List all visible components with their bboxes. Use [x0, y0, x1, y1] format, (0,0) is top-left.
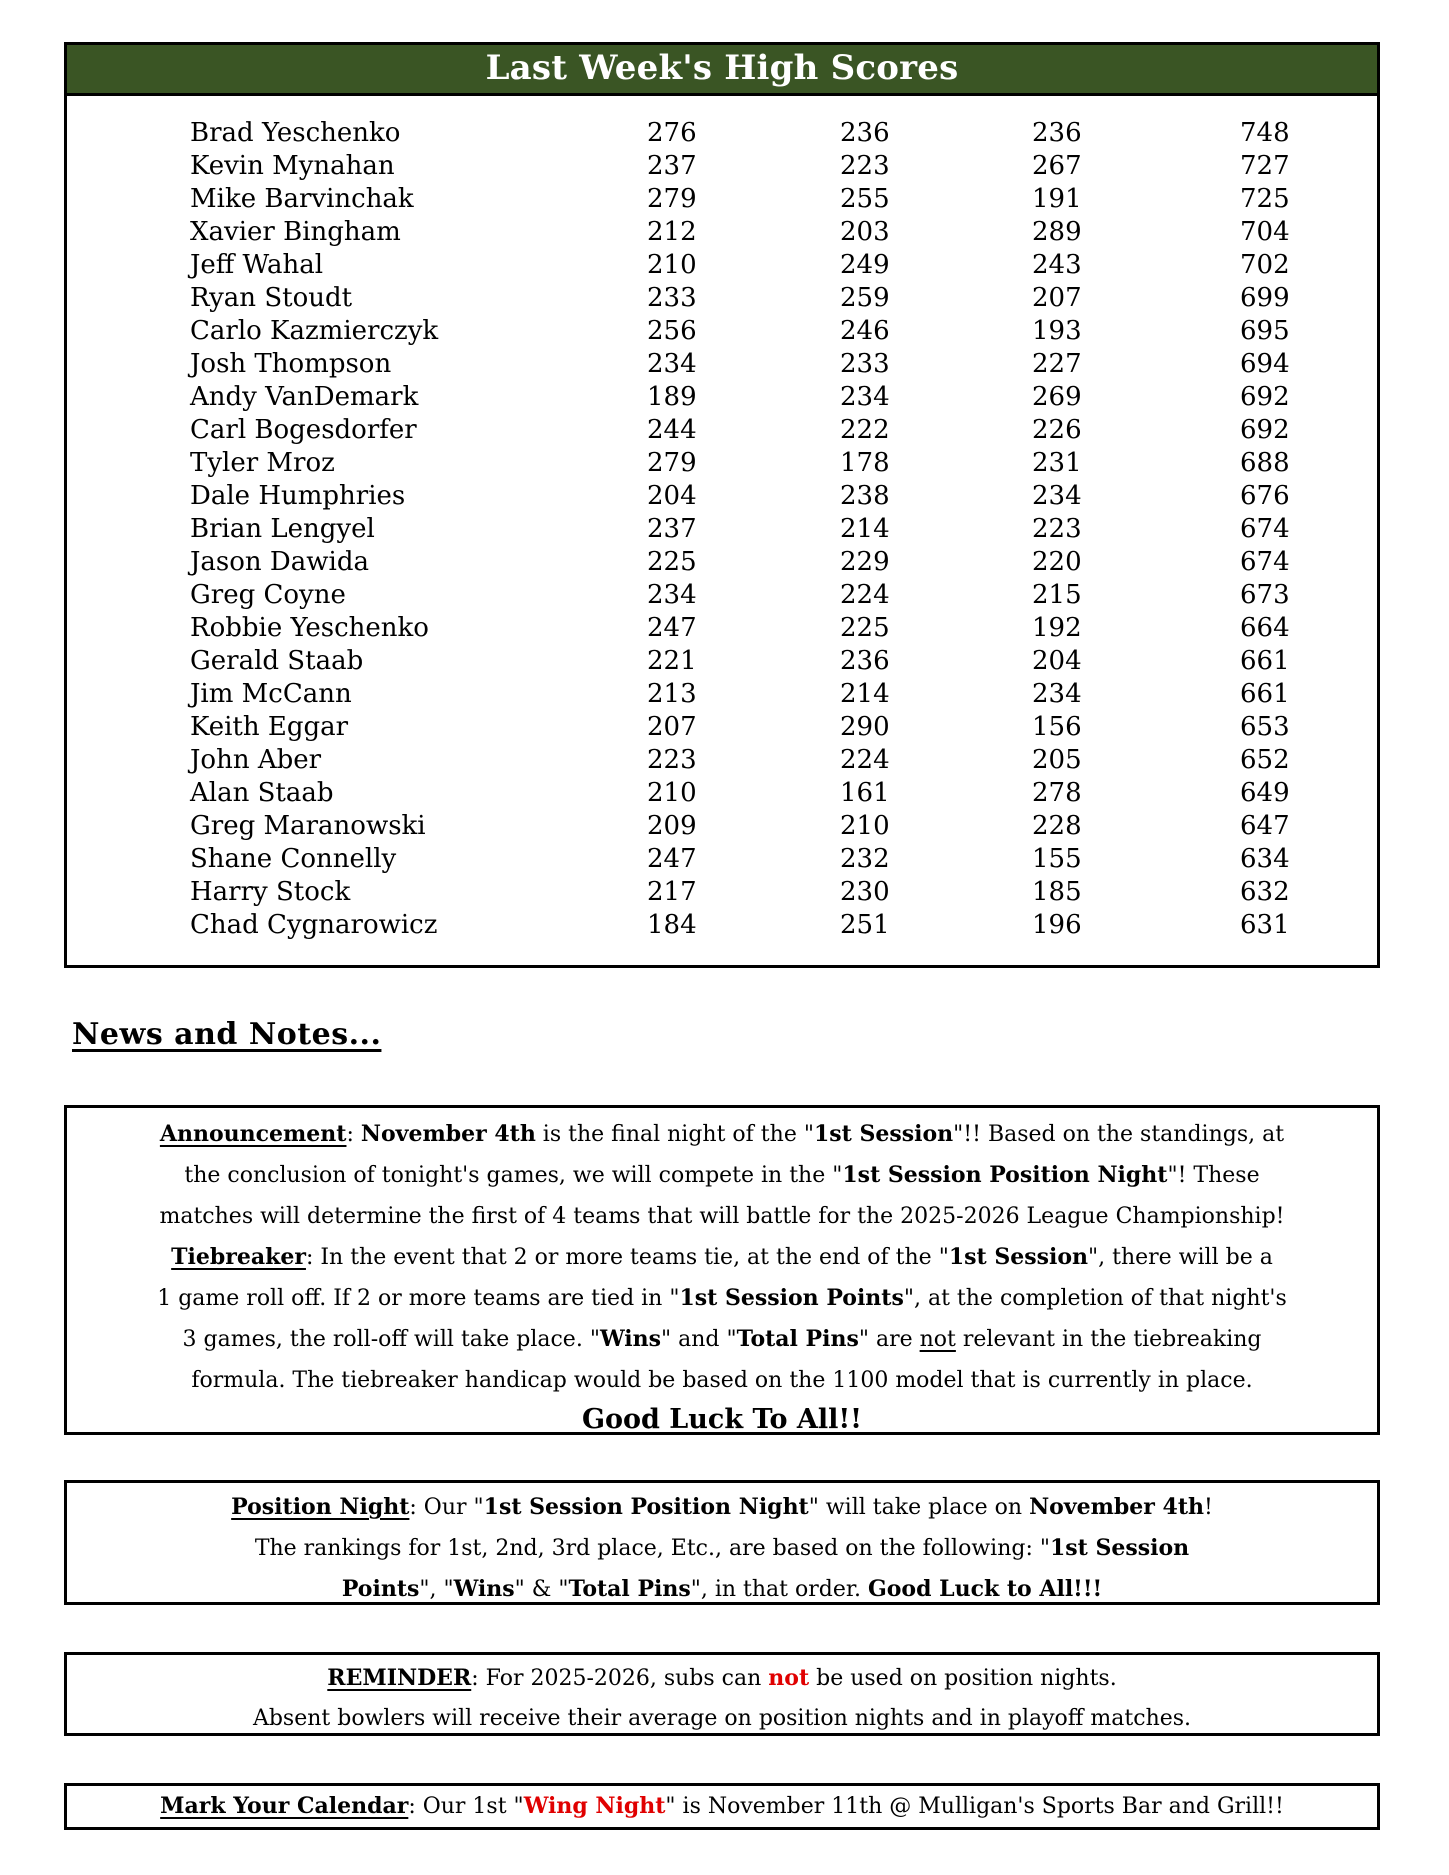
text-bold: 1st Session	[948, 1244, 1089, 1270]
series-total: 652	[1240, 745, 1290, 775]
game-3-score: 196	[1032, 910, 1082, 940]
game-2-score: 214	[840, 514, 890, 544]
series-total: 674	[1240, 514, 1290, 544]
game-1-score: 247	[647, 613, 697, 643]
score-row	[67, 183, 1377, 216]
text-bold: November 4th	[1029, 1494, 1204, 1520]
series-total: 699	[1240, 283, 1290, 313]
text-bold: Total Pins	[568, 1576, 691, 1602]
news-heading: News and Notes...	[72, 1017, 382, 1052]
game-3-score: 205	[1032, 745, 1082, 775]
series-total: 695	[1240, 316, 1290, 346]
calendar-box	[64, 1783, 1380, 1830]
game-1-score: 279	[647, 184, 697, 214]
bowler-name: Mike Barvinchak	[190, 184, 414, 214]
game-2-score: 203	[840, 217, 890, 247]
game-1-score: 184	[647, 910, 697, 940]
text-bold: 1st Session Position Night	[842, 1162, 1168, 1188]
game-1-score: 212	[647, 217, 697, 247]
text: The rankings for 1st, 2nd, 3rd place, Etc., are based on the following: "	[254, 1536, 1050, 1561]
bowler-name: Gerald Staab	[190, 646, 364, 676]
series-total: 664	[1240, 613, 1290, 643]
text: " & "	[514, 1577, 569, 1602]
game-1-score: 210	[647, 778, 697, 808]
score-row	[67, 249, 1377, 282]
bowler-name: Carlo Kazmierczyk	[190, 316, 439, 346]
bowler-name: Keith Eggar	[190, 712, 349, 742]
game-3-score: 243	[1032, 250, 1082, 280]
text-bold: Wins	[453, 1576, 515, 1602]
game-3-score: 267	[1032, 151, 1082, 181]
game-2-score: 229	[840, 547, 890, 577]
game-3-score: 236	[1032, 118, 1082, 148]
game-3-score: 207	[1032, 283, 1082, 313]
series-total: 631	[1240, 910, 1290, 940]
text: !	[1204, 1495, 1213, 1520]
game-1-score: 234	[647, 580, 697, 610]
game-1-score: 223	[647, 745, 697, 775]
series-total: 694	[1240, 349, 1290, 379]
reminder-line-1	[67, 1658, 1377, 1699]
series-total: 676	[1240, 481, 1290, 511]
bowler-name: Brian Lengyel	[190, 514, 375, 544]
game-3-score: 227	[1032, 349, 1082, 379]
text: be used on position nights.	[809, 1666, 1117, 1691]
game-2-score: 161	[840, 778, 890, 808]
series-total: 727	[1240, 151, 1290, 181]
announcement-label: Announcement	[159, 1121, 347, 1147]
game-2-score: 290	[840, 712, 890, 742]
text-bold: Total Pins	[736, 1326, 859, 1352]
text: "!! Based on the standings, at	[953, 1122, 1285, 1147]
score-row	[67, 315, 1377, 348]
game-1-score: 237	[647, 151, 697, 181]
game-3-score: 220	[1032, 547, 1082, 577]
series-total: 649	[1240, 778, 1290, 808]
game-1-score: 244	[647, 415, 697, 445]
text: ", at the completion of that night's	[903, 1286, 1287, 1311]
game-2-score: 178	[840, 448, 890, 478]
score-row	[67, 513, 1377, 546]
score-row	[67, 447, 1377, 480]
game-2-score: 234	[840, 382, 890, 412]
game-2-score: 225	[840, 613, 890, 643]
score-row	[67, 216, 1377, 249]
series-total: 653	[1240, 712, 1290, 742]
bowler-name: Josh Thompson	[190, 349, 392, 379]
bowler-name: Robbie Yeschenko	[190, 613, 429, 643]
game-1-score: 209	[647, 811, 697, 841]
reminder-line-2: Absent bowlers will receive their average on position nights and in playoff matches.	[252, 1706, 1192, 1731]
game-2-score: 255	[840, 184, 890, 214]
game-3-score: 204	[1032, 646, 1082, 676]
text: : Our "	[409, 1495, 484, 1520]
game-3-score: 228	[1032, 811, 1082, 841]
series-total: 702	[1240, 250, 1290, 280]
bowler-name: Tyler Mroz	[190, 448, 335, 478]
score-row	[67, 909, 1377, 942]
game-1-score: 207	[647, 712, 697, 742]
bowler-name: Dale Humphries	[190, 481, 406, 511]
series-total: 647	[1240, 811, 1290, 841]
tiebreaker-line-4: formula. The tiebreaker handicap would be based on the 1100 model that is currently in place.	[191, 1368, 1253, 1393]
game-1-score: 247	[647, 844, 697, 874]
text-bold: Wins	[599, 1326, 661, 1352]
series-total: 725	[1240, 184, 1290, 214]
bowler-name: Brad Yeschenko	[190, 118, 401, 148]
text: : Our 1st "	[408, 1794, 524, 1819]
text-bold: 1st Session	[813, 1121, 954, 1147]
calendar-line	[67, 1786, 1377, 1827]
game-3-score: 278	[1032, 778, 1082, 808]
text-bold: 1st Session Position Night	[483, 1494, 809, 1520]
game-2-score: 232	[840, 844, 890, 874]
game-3-score: 155	[1032, 844, 1082, 874]
game-3-score: 231	[1032, 448, 1082, 478]
game-2-score: 214	[840, 679, 890, 709]
game-1-score: 210	[647, 250, 697, 280]
game-3-score: 156	[1032, 712, 1082, 742]
text: the conclusion of tonight's games, we will compete in the "	[184, 1163, 843, 1188]
score-row	[67, 117, 1377, 150]
score-row	[67, 876, 1377, 909]
game-3-score: 191	[1032, 184, 1082, 214]
game-1-score: 189	[647, 382, 697, 412]
series-total: 692	[1240, 382, 1290, 412]
position-line-2	[67, 1528, 1377, 1569]
reminder-label: REMINDER	[327, 1665, 472, 1691]
game-1-score: 213	[647, 679, 697, 709]
bowler-name: Harry Stock	[190, 877, 351, 907]
high-scores-panel	[64, 42, 1380, 968]
game-2-score: 230	[840, 877, 890, 907]
bowler-name: Kevin Mynahan	[190, 151, 395, 181]
text: " is November 11th @ Mulligan's Sports Bar and Grill!!	[665, 1794, 1284, 1819]
game-2-score: 236	[840, 646, 890, 676]
game-3-score: 226	[1032, 415, 1082, 445]
announcement-line-1: Announcement: November 4th is the final night of the "1st Session"!! Based on the standings, at	[159, 1121, 1285, 1147]
announcement-box	[64, 1105, 1380, 1435]
text: ", in that order.	[690, 1577, 868, 1602]
high-scores-list	[67, 117, 1377, 942]
bowler-name: Xavier Bingham	[190, 217, 401, 247]
game-1-score: 279	[647, 448, 697, 478]
bowler-name: John Aber	[190, 745, 322, 775]
game-2-score: 222	[840, 415, 890, 445]
score-row	[67, 546, 1377, 579]
series-total: 704	[1240, 217, 1290, 247]
score-row	[67, 777, 1377, 810]
game-1-score: 276	[647, 118, 697, 148]
game-2-score: 249	[840, 250, 890, 280]
text: ", "	[419, 1577, 454, 1602]
bowler-name: Alan Staab	[190, 778, 334, 808]
series-total: 661	[1240, 646, 1290, 676]
game-1-score: 221	[647, 646, 697, 676]
game-1-score: 217	[647, 877, 697, 907]
score-row	[67, 381, 1377, 414]
bowler-name: Jim McCann	[190, 679, 352, 709]
tiebreaker-line-3	[67, 1319, 1377, 1360]
score-row	[67, 843, 1377, 876]
text-bold: 1st Session	[1049, 1535, 1190, 1561]
game-1-score: 256	[647, 316, 697, 346]
game-2-score: 224	[840, 580, 890, 610]
position-closing: Good Luck to All!!!	[867, 1576, 1103, 1602]
series-total: 673	[1240, 580, 1290, 610]
score-row	[67, 579, 1377, 612]
score-row	[67, 744, 1377, 777]
series-total: 634	[1240, 844, 1290, 874]
announcement-line-2	[67, 1155, 1377, 1196]
text: ", there will be a	[1088, 1245, 1273, 1270]
bowler-name: Ryan Stoudt	[190, 283, 353, 313]
series-total: 688	[1240, 448, 1290, 478]
position-night-box	[64, 1480, 1380, 1605]
score-row	[67, 150, 1377, 183]
game-3-score: 185	[1032, 877, 1082, 907]
position-line-1	[67, 1487, 1377, 1528]
series-total: 674	[1240, 547, 1290, 577]
text-bold: 1st Session Points	[679, 1285, 904, 1311]
text: is the final night of the "	[535, 1122, 814, 1147]
game-3-score: 234	[1032, 679, 1082, 709]
bowler-name: Shane Connelly	[190, 844, 397, 874]
game-2-score: 259	[840, 283, 890, 313]
series-total: 661	[1240, 679, 1290, 709]
tiebreaker-label: Tiebreaker	[171, 1244, 306, 1270]
tiebreaker-line-1	[67, 1237, 1377, 1278]
game-3-score: 234	[1032, 481, 1082, 511]
bowler-name: Carl Bogesdorfer	[190, 415, 417, 445]
text: " and "	[661, 1327, 737, 1352]
game-2-score: 233	[840, 349, 890, 379]
score-row	[67, 711, 1377, 744]
game-3-score: 192	[1032, 613, 1082, 643]
series-total: 692	[1240, 415, 1290, 445]
score-row	[67, 612, 1377, 645]
high-scores-title: Last Week's High Scores	[67, 45, 1377, 96]
text: relevant in the tiebreaking	[955, 1327, 1262, 1352]
game-3-score: 223	[1032, 514, 1082, 544]
game-2-score: 246	[840, 316, 890, 346]
bowler-name: Jeff Wahal	[190, 250, 324, 280]
game-1-score: 233	[647, 283, 697, 313]
score-row	[67, 282, 1377, 315]
score-row	[67, 480, 1377, 513]
series-total: 632	[1240, 877, 1290, 907]
text: : In the event that 2 or more teams tie, at the end of the "	[305, 1245, 949, 1270]
score-row	[67, 414, 1377, 447]
game-1-score: 237	[647, 514, 697, 544]
game-2-score: 236	[840, 118, 890, 148]
event-highlight: Wing Night	[523, 1793, 666, 1819]
text: 1 game roll off. If 2 or more teams are tied in "	[157, 1286, 680, 1311]
reminder-box	[64, 1652, 1380, 1736]
score-row	[67, 348, 1377, 381]
position-night-label: Position Night	[231, 1494, 410, 1520]
tiebreaker-line-2	[67, 1278, 1377, 1319]
game-1-score: 225	[647, 547, 697, 577]
game-2-score: 210	[840, 811, 890, 841]
text: : For 2025-2026, subs can	[471, 1666, 769, 1691]
game-3-score: 289	[1032, 217, 1082, 247]
bowler-name: Greg Coyne	[190, 580, 346, 610]
announcement-date: November 4th	[360, 1121, 536, 1147]
game-1-score: 234	[647, 349, 697, 379]
game-2-score: 224	[840, 745, 890, 775]
text: 3 games, the roll-off will take place. "	[182, 1327, 600, 1352]
text: " will take place on	[808, 1495, 1030, 1520]
text-highlight: not	[768, 1665, 810, 1691]
text-underlined: not	[919, 1327, 956, 1352]
series-total: 748	[1240, 118, 1290, 148]
game-2-score: 251	[840, 910, 890, 940]
calendar-label: Mark Your Calendar	[160, 1793, 409, 1819]
text: "! These	[1167, 1163, 1260, 1188]
score-row	[67, 810, 1377, 843]
text-bold: Points	[341, 1576, 420, 1602]
announcement-closing: Good Luck To All!!	[581, 1404, 863, 1435]
score-row	[67, 678, 1377, 711]
bowler-name: Jason Dawida	[190, 547, 369, 577]
position-line-3	[67, 1569, 1377, 1610]
text: " are	[858, 1327, 920, 1352]
game-1-score: 204	[647, 481, 697, 511]
game-2-score: 238	[840, 481, 890, 511]
bowler-name: Chad Cygnarowicz	[190, 910, 438, 940]
game-3-score: 215	[1032, 580, 1082, 610]
bowler-name: Greg Maranowski	[190, 811, 426, 841]
game-3-score: 269	[1032, 382, 1082, 412]
game-3-score: 193	[1032, 316, 1082, 346]
game-2-score: 223	[840, 151, 890, 181]
announcement-line-3: matches will determine the first of 4 teams that will battle for the 2025-2026 League Championship!	[159, 1204, 1285, 1229]
bowler-name: Andy VanDemark	[190, 382, 419, 412]
score-row	[67, 645, 1377, 678]
